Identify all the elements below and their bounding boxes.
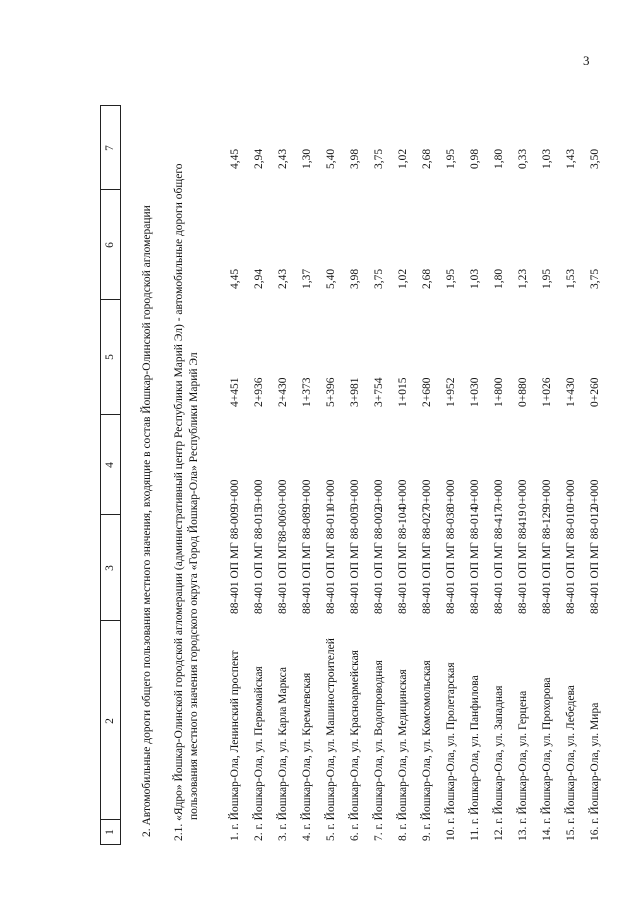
- length-paved: 3,50: [589, 148, 601, 169]
- road-number-and-name: 15. г. Йошкар-Ола, ул. Лебедева: [565, 685, 577, 841]
- length-paved: 2,68: [421, 148, 433, 169]
- road-code: 88-401 ОП МГ 88-012: [589, 506, 601, 614]
- km-start: 0+000: [301, 479, 313, 509]
- length-total: 4,45: [229, 268, 241, 289]
- km-end: 2+936: [253, 377, 265, 407]
- table-row: [273, 105, 293, 845]
- length-total: 3,98: [349, 268, 361, 289]
- road-number-and-name: 6. г. Йошкар-Ола, ул. Красноармейская: [349, 650, 361, 841]
- table-row: [417, 105, 437, 845]
- km-end: 1+026: [541, 377, 553, 407]
- column-number: 6: [104, 242, 116, 248]
- column-number: 1: [104, 829, 116, 835]
- table-row: [489, 105, 509, 845]
- length-paved: 3,75: [373, 148, 385, 169]
- km-end: 2+680: [421, 377, 433, 407]
- km-end: 1+373: [301, 377, 313, 407]
- road-code: 88-401 ОП МГ 88-129: [541, 506, 553, 614]
- road-code: 88-401 ОП МГ 88-010: [565, 506, 577, 614]
- km-start: 0+000: [493, 479, 505, 509]
- km-start: 0+000: [517, 479, 529, 509]
- km-start: 0+000: [277, 479, 289, 509]
- page-number: 3: [583, 53, 590, 68]
- road-code: 88-401 ОП МГ 88-005: [349, 506, 361, 614]
- road-code: 88-401 ОП МГ 88-027: [421, 506, 433, 614]
- length-total: 1,80: [493, 268, 505, 289]
- column-divider: [100, 105, 121, 106]
- length-total: 3,75: [589, 268, 601, 289]
- length-paved: 1,43: [565, 148, 577, 169]
- length-paved: 1,02: [397, 148, 409, 169]
- length-total: 2,68: [421, 268, 433, 289]
- length-paved: 1,03: [541, 148, 553, 169]
- section-heading: 2. Автомобильные дороги общего пользования местного значения, входящие в состав Йошкар-Олинской городской агломерации: [141, 205, 153, 837]
- km-start: 0+000: [373, 479, 385, 509]
- km-start: 0+000: [349, 479, 361, 509]
- road-number-and-name: 10. г. Йошкар-Ола, ул. Пролетарская: [445, 662, 457, 841]
- table-row: [249, 105, 269, 845]
- km-end: 1+800: [493, 377, 505, 407]
- table-row: [561, 105, 581, 845]
- length-total: 5,40: [325, 268, 337, 289]
- road-code: 88-401 ОП МГ 88-002: [373, 506, 385, 614]
- km-start: 0+000: [397, 479, 409, 509]
- km-end: 0+880: [517, 377, 529, 407]
- table-row: [465, 105, 485, 845]
- length-paved: 5,40: [325, 148, 337, 169]
- table-row: [369, 105, 389, 845]
- table-row: [321, 105, 341, 845]
- length-paved: 4,45: [229, 148, 241, 169]
- column-divider: [100, 299, 121, 300]
- road-code: 88-401 ОП МГ 88-009: [229, 506, 241, 614]
- length-paved: 2,43: [277, 148, 289, 169]
- road-number-and-name: 2. г. Йошкар-Ола, ул. Первомайская: [253, 666, 265, 841]
- column-divider: [100, 819, 121, 820]
- road-number-and-name: 14. г. Йошкар-Ола, ул. Прохорова: [541, 677, 553, 841]
- road-number-and-name: 9. г. Йошкар-Ола, ул. Комсомольская: [421, 660, 433, 841]
- length-total: 2,43: [277, 268, 289, 289]
- road-number-and-name: 16. г. Йошкар-Ола, ул. Мира: [589, 702, 601, 841]
- km-start: 0+000: [541, 479, 553, 509]
- km-end: 3+981: [349, 377, 361, 407]
- column-divider: [100, 414, 121, 415]
- road-code: 88-401 ОП МГ 88-104: [397, 506, 409, 614]
- length-total: 1,95: [541, 268, 553, 289]
- column-number: 7: [104, 145, 116, 151]
- column-number: 2: [104, 718, 116, 724]
- road-number-and-name: 4. г. Йошкар-Ола, ул. Кремлевская: [301, 672, 313, 841]
- length-total: 1,95: [445, 268, 457, 289]
- km-start: 0+000: [445, 479, 457, 509]
- road-number-and-name: 11. г. Йошкар-Ола, ул. Панфилова: [469, 675, 481, 841]
- km-end: 2+430: [277, 377, 289, 407]
- length-paved: 1,30: [301, 148, 313, 169]
- table-row: [441, 105, 461, 845]
- length-total: 1,02: [397, 268, 409, 289]
- road-code: 88-401 ОП МГ 88-417: [493, 506, 505, 614]
- km-end: 1+015: [397, 377, 409, 407]
- km-end: 3+754: [373, 377, 385, 407]
- km-end: 0+260: [589, 377, 601, 407]
- km-end: 1+030: [469, 377, 481, 407]
- road-number-and-name: 1. г. Йошкар-Ола, Ленинский проспект: [229, 650, 241, 841]
- table-row: [537, 105, 557, 845]
- road-code: 88-401 ОП МГ 88-038: [445, 506, 457, 614]
- road-number-and-name: 7. г. Йошкар-Ола, ул. Водопроводная: [373, 660, 385, 841]
- road-number-and-name: 5. г. Йошкар-Ола, ул. Машиностроителей: [325, 638, 337, 841]
- length-total: 1,03: [469, 268, 481, 289]
- column-divider: [100, 514, 121, 515]
- road-code: 88-401 ОП МГ88-006: [277, 509, 289, 614]
- km-start: 0+000: [253, 479, 265, 509]
- km-end: 5+396: [325, 377, 337, 407]
- road-code: 88-401 ОП МГ 88419: [517, 510, 529, 614]
- column-number: 3: [104, 565, 116, 571]
- road-code: 88-401 ОП МГ 88-011: [325, 507, 337, 614]
- column-number: 4: [104, 462, 116, 468]
- length-paved: 1,80: [493, 148, 505, 169]
- road-number-and-name: 13. г. Йошкар-Ола, ул. Герцена: [517, 690, 529, 841]
- length-total: 2,94: [253, 268, 265, 289]
- road-number-and-name: 12. г. Йошкар-Ола, ул. Западная: [493, 685, 505, 841]
- length-total: 1,23: [517, 268, 529, 289]
- road-code: 88-401 ОП МГ 88-014: [469, 506, 481, 614]
- km-start: 0+000: [565, 479, 577, 509]
- length-paved: 2,94: [253, 148, 265, 169]
- road-number-and-name: 8. г. Йошкар-Ола, ул. Медицинская: [397, 669, 409, 841]
- km-start: 0+000: [229, 479, 241, 509]
- table-row: [225, 105, 245, 845]
- length-total: 1,53: [565, 268, 577, 289]
- subsection-heading-line-2: пользования местного значения городского округа «Город Йошкар-Ола» Республики Марий Эл: [188, 352, 200, 820]
- length-paved: 0,33: [517, 148, 529, 169]
- table-row: [345, 105, 365, 845]
- km-start: 0+000: [589, 479, 601, 509]
- road-number-and-name: 3. г. Йошкар-Ола, ул. Карла Маркса: [277, 667, 289, 841]
- column-divider: [100, 844, 121, 845]
- km-start: 0+000: [421, 479, 433, 509]
- column-divider: [100, 189, 121, 190]
- header-bottom-rule: [120, 105, 121, 845]
- road-code: 88-401 ОП МГ 88-015: [253, 506, 265, 614]
- table-row: [297, 105, 317, 845]
- column-divider: [100, 620, 121, 621]
- length-paved: 1,95: [445, 148, 457, 169]
- table-row: [513, 105, 533, 845]
- subsection-heading-line-1: 2.1. «Ядро» Йошкар-Олинской городской агломерации (административный центр Республики Марий Эл) - автомобильные дороги общего: [173, 163, 185, 841]
- length-total: 3,75: [373, 268, 385, 289]
- km-start: 0+000: [325, 479, 337, 509]
- km-start: 0+000: [469, 479, 481, 509]
- km-end: 1+952: [445, 377, 457, 407]
- rotated-document-body: [100, 105, 620, 845]
- km-end: 1+430: [565, 377, 577, 407]
- table-row: [393, 105, 413, 845]
- column-number: 5: [104, 354, 116, 360]
- length-paved: 0,98: [469, 148, 481, 169]
- header-top-rule: [100, 105, 101, 845]
- road-code: 88-401 ОП МГ 88-089: [301, 506, 313, 614]
- length-paved: 3,98: [349, 148, 361, 169]
- length-total: 1,37: [301, 268, 313, 289]
- table-row: [585, 105, 605, 845]
- km-end: 4+451: [229, 377, 241, 407]
